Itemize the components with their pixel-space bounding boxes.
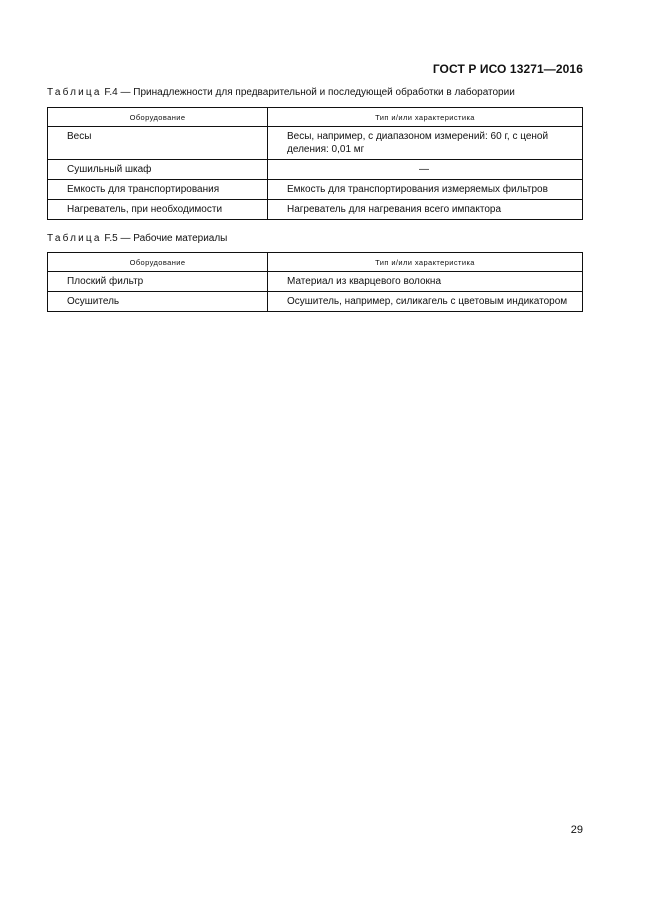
table-cell-type: Нагреватель для нагревания всего импактора [268, 200, 583, 220]
table-cell-equipment: Нагреватель, при необходимости [48, 200, 268, 220]
table-f4-caption-text: F.4 — Принадлежности для предварительной и последующей обработки в лаборатории [101, 87, 515, 98]
table-row [48, 292, 583, 312]
table-f5 [47, 252, 583, 312]
table-f4-caption-label: Таблица [47, 87, 102, 98]
document-code: ГОСТ Р ИСО 13271—2016 [432, 62, 583, 76]
table-cell-type: Весы, например, с диапазоном измерений: 60 г, с ценой деления: 0,01 мг [268, 127, 583, 160]
table-cell-type: — [268, 160, 583, 180]
column-header-type: Тип и/или характеристика [268, 108, 583, 127]
column-header-equipment: Оборудование [48, 108, 268, 127]
table-row [48, 200, 583, 220]
table-header-row [48, 108, 583, 127]
table-cell-equipment: Плоский фильтр [48, 272, 268, 292]
table-row [48, 272, 583, 292]
table-cell-equipment: Сушильный шкаф [48, 160, 268, 180]
table-cell-equipment: Емкость для транспортирования [48, 180, 268, 200]
page-number: 29 [570, 824, 583, 836]
table-cell-equipment: Осушитель [48, 292, 268, 312]
table-f4-caption [47, 87, 515, 98]
table-cell-type: Материал из кварцевого волокна [268, 272, 583, 292]
table-row [48, 180, 583, 200]
table-f5-caption [47, 233, 227, 244]
table-row [48, 160, 583, 180]
table-f5-caption-text: F.5 — Рабочие материалы [101, 233, 228, 244]
table-row [48, 127, 583, 160]
table-f5-caption-label: Таблица [47, 233, 102, 244]
column-header-equipment: Оборудование [48, 253, 268, 272]
column-header-type: Тип и/или характеристика [268, 253, 583, 272]
table-cell-equipment: Весы [48, 127, 268, 160]
table-cell-type: Осушитель, например, силикагель с цветовым индикатором [268, 292, 583, 312]
table-cell-type: Емкость для транспортирования измеряемых фильтров [268, 180, 583, 200]
table-header-row [48, 253, 583, 272]
table-f4 [47, 107, 583, 220]
